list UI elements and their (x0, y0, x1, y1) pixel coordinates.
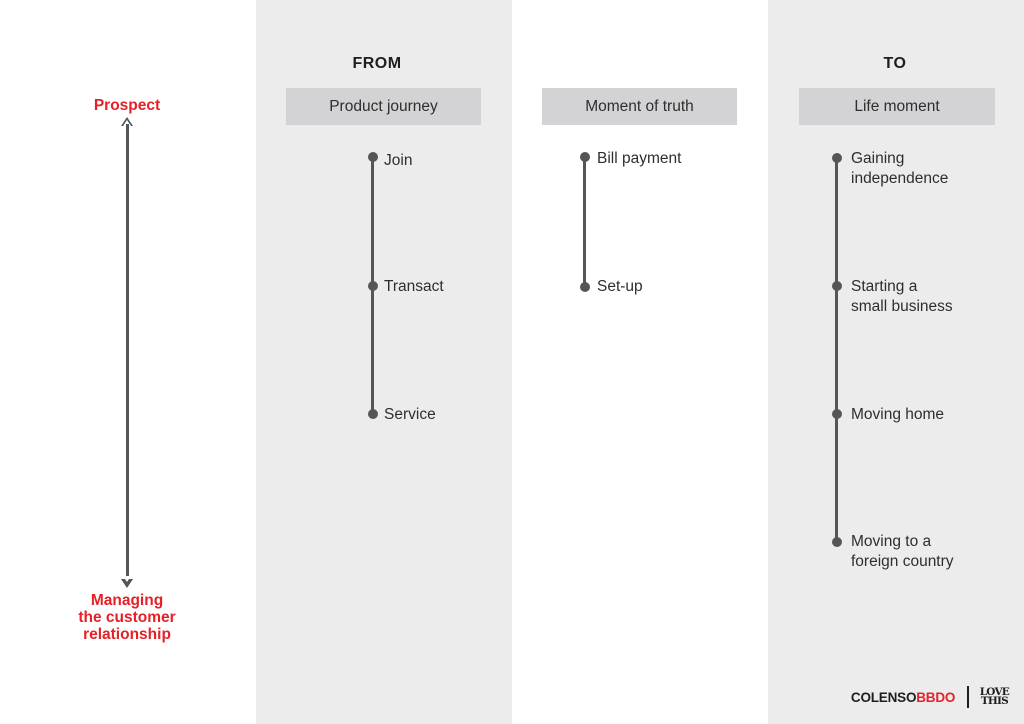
timeline-dot (580, 282, 590, 292)
timeline-dot (580, 152, 590, 162)
timeline-dot (832, 153, 842, 163)
step-bill-payment: Bill payment (597, 150, 682, 167)
axis-bottom-label: Managing the customer relationship (78, 592, 176, 643)
column-title-life-moment: Life moment (799, 88, 995, 125)
step-moving-home: Moving home (851, 406, 945, 423)
customer-relationship-axis (126, 124, 129, 581)
arrow-down-icon (121, 579, 133, 588)
timeline-dot (368, 409, 378, 419)
timeline-dot (368, 152, 378, 162)
colenso-bbdo-logo: COLENSOBBDO (850, 689, 956, 705)
timeline-dot (832, 281, 842, 291)
heading-to: TO (883, 55, 907, 72)
heading-from: FROM (352, 55, 402, 72)
step-join: Join (384, 152, 413, 169)
timeline-dot (832, 537, 842, 547)
step-service: Service (384, 406, 436, 423)
column-title-moment-of-truth: Moment of truth (542, 88, 737, 125)
timeline-dot (832, 409, 842, 419)
brand-logos (851, 686, 1009, 708)
step-gaining-independence: Gaining independence (851, 150, 949, 187)
logo-divider (967, 686, 969, 708)
column-title-product-journey: Product journey (286, 88, 481, 125)
step-transact: Transact (384, 278, 444, 295)
timeline-dot (368, 281, 378, 291)
axis-top-label: Prospect (93, 97, 161, 114)
step-set-up: Set-up (597, 278, 643, 295)
timeline-moment-of-truth (583, 157, 586, 287)
step-starting-small-business: Starting a small business (851, 278, 953, 315)
timeline-life-moment (835, 158, 838, 542)
step-moving-foreign-country: Moving to a foreign country (851, 533, 954, 570)
love-this-logo: LOVE THIS (979, 685, 1009, 707)
